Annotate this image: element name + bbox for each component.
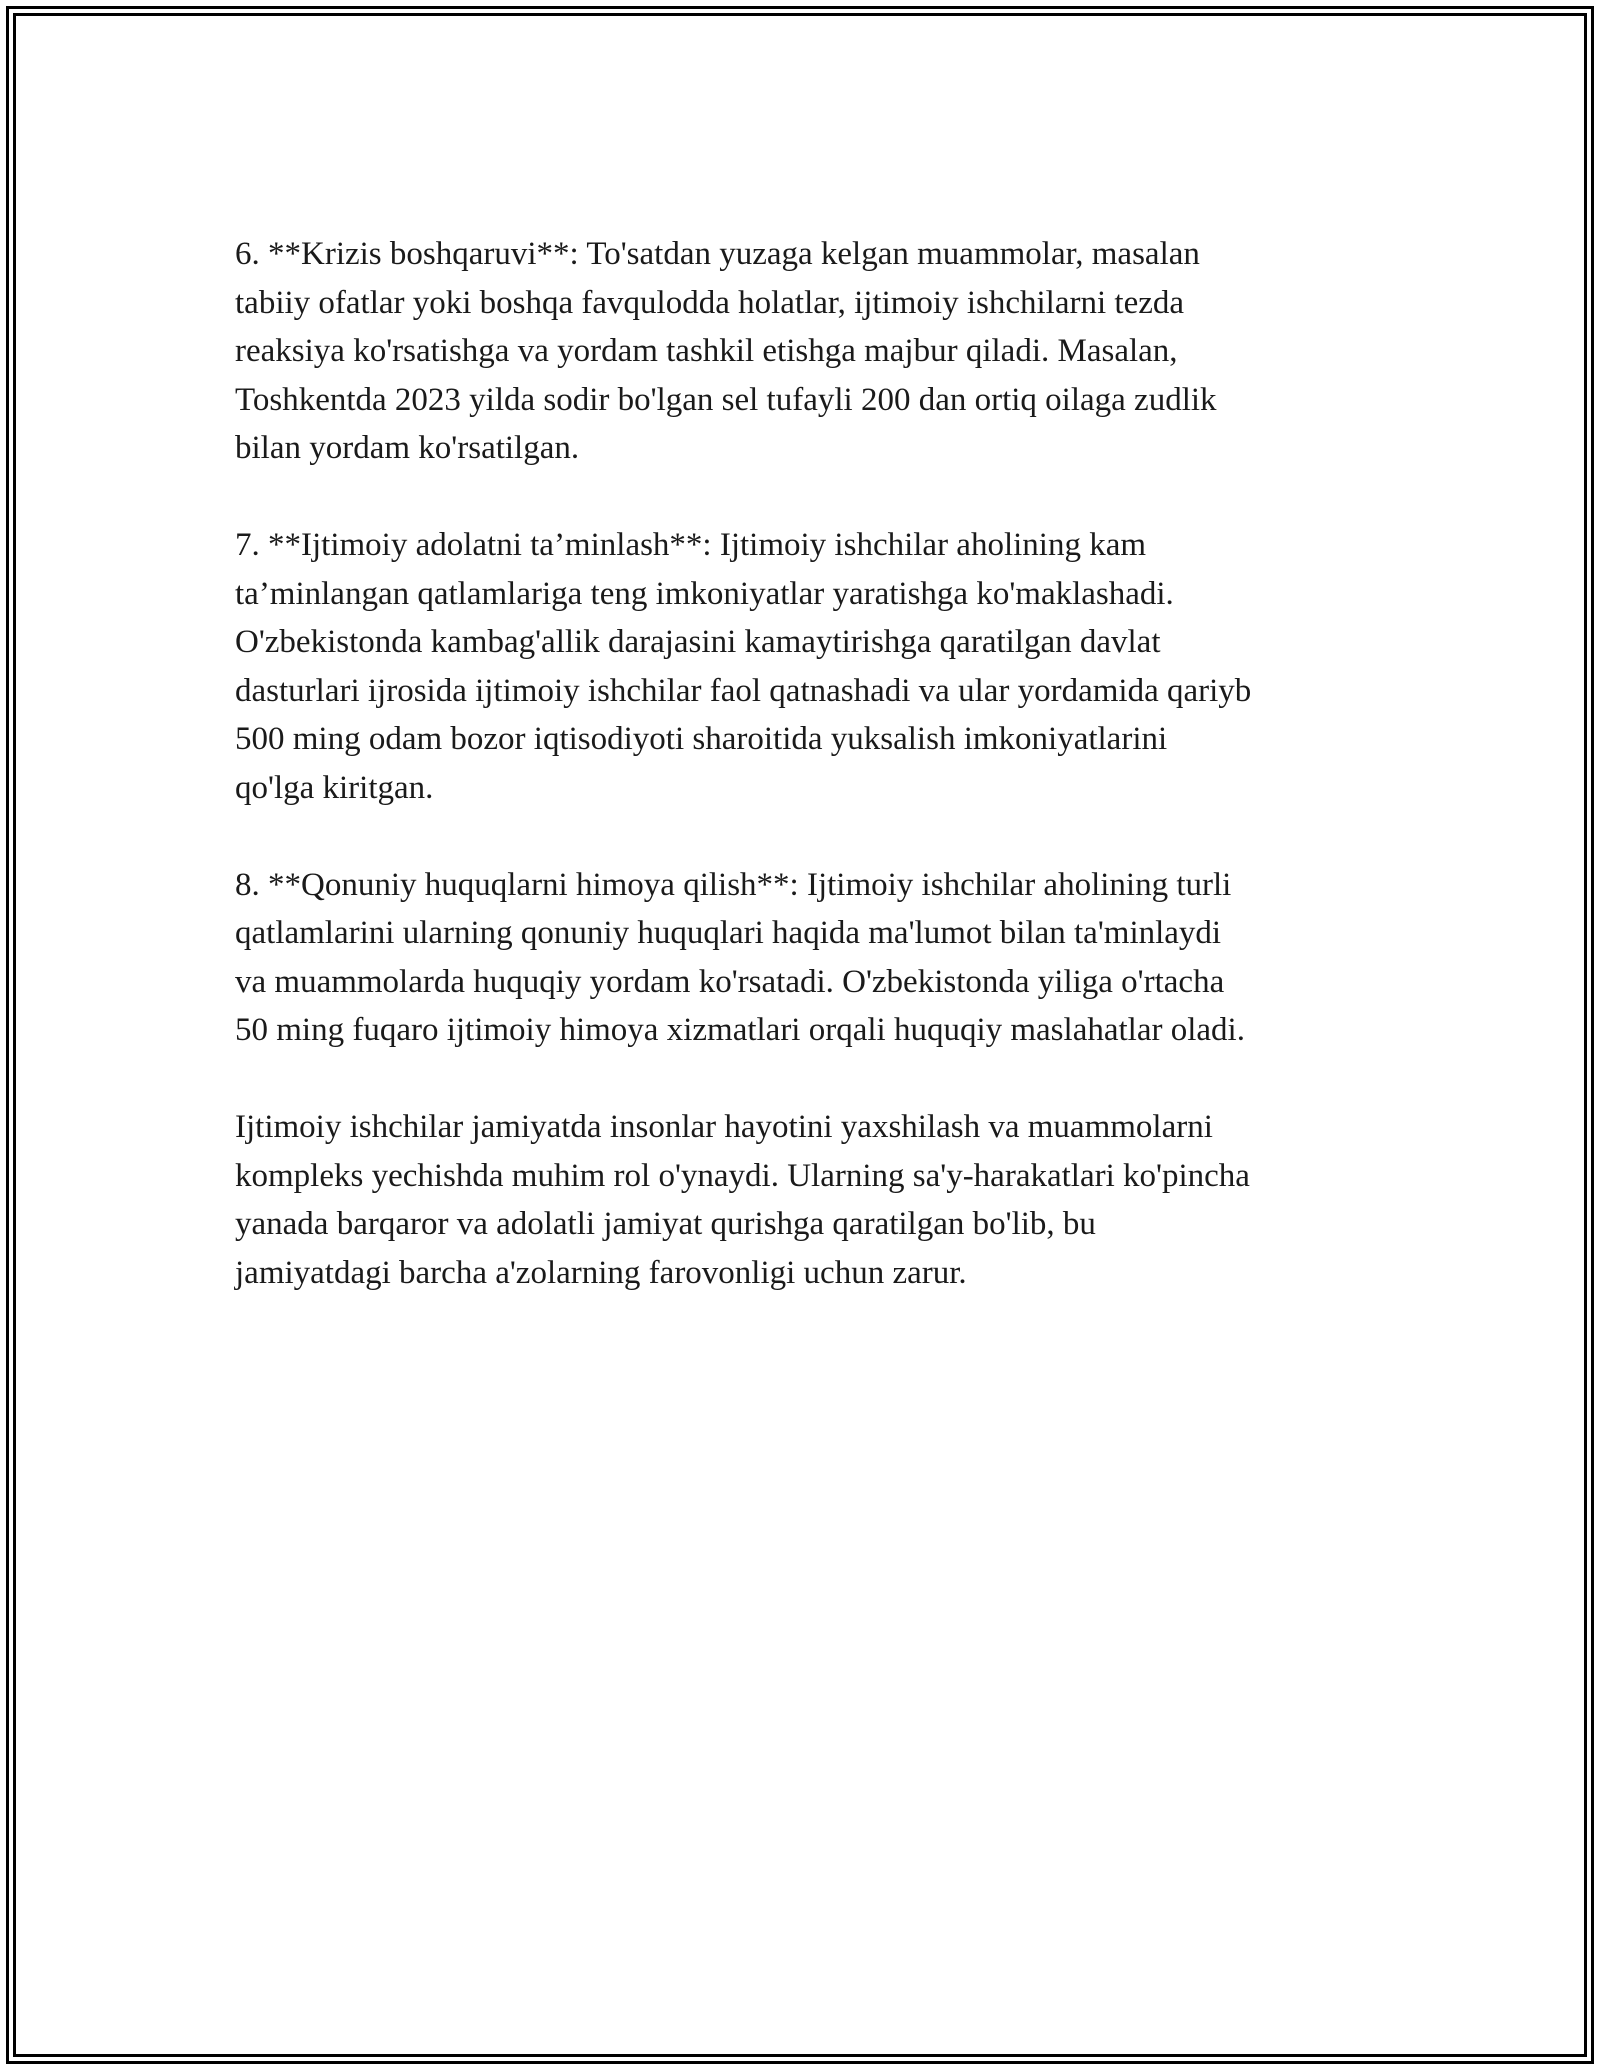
text-line: Toshkentda 2023 yilda sodir bo'lgan sel tufayli 200 dan ortiq oilaga zudlik <box>235 381 1217 418</box>
text-line: 500 ming odam bozor iqtisodiyoti sharoitida yuksalish imkoniyatlarini <box>235 721 1168 757</box>
text-line: tabiiy ofatlar yoki boshqa favqulodda holatlar, ijtimoiy ishchilarni tezda <box>235 284 1185 321</box>
paragraph-legal-rights <box>235 861 1385 1055</box>
text-line: qo'lga kiritgan. <box>235 769 434 806</box>
text-line: dasturlari ijrosida ijtimoiy ishchilar faol qatnashadi va ular yordamida qariyb <box>235 672 1252 709</box>
text-line: 7. **Ijtimoiy adolatni ta’minlash**: Ijtimoiy ishchilar aholining kam <box>235 527 1147 563</box>
paragraph-conclusion <box>235 1103 1385 1297</box>
text-line: qatlamlarini ularning qonuniy huquqlari haqida ma'lumot bilan ta'minlaydi <box>235 915 1222 951</box>
paragraph-social-justice <box>235 521 1385 812</box>
text-line: O'zbekistonda kambag'allik darajasini kamaytirishga qaratilgan davlat <box>235 624 1161 660</box>
text-line: reaksiya ko'rsatishga va yordam tashkil etishga majbur qiladi. Masalan, <box>235 333 1178 369</box>
text-line: 6. **Krizis boshqaruvi**: To'satdan yuzaga kelgan muammolar, masalan <box>235 236 1200 272</box>
text-line: kompleks yechishda muhim rol o'ynaydi. Ularning sa'y-harakatlari ko'pincha <box>235 1157 1250 1194</box>
paragraph-crisis-management <box>235 230 1385 473</box>
text-line: ta’minlangan qatlamlariga teng imkoniyatlar yaratishga ko'maklashadi. <box>235 575 1174 612</box>
text-line: 50 ming fuqaro ijtimoiy himoya xizmatlari orqali huquqiy maslahatlar oladi. <box>235 1012 1245 1048</box>
text-line: 8. **Qonuniy huquqlarni himoya qilish**: Ijtimoiy ishchilar aholining turli <box>235 866 1232 903</box>
text-line: Ijtimoiy ishchilar jamiyatda insonlar hayotini yaxshilash va muammolarni <box>235 1109 1213 1145</box>
text-line: bilan yordam ko'rsatilgan. <box>235 430 580 466</box>
text-line: yanada barqaror va adolatli jamiyat qurishga qaratilgan bo'lib, bu <box>235 1206 1096 1242</box>
text-line: jamiyatdagi barcha a'zolarning farovonligi uchun zarur. <box>235 1254 967 1291</box>
document-body <box>235 230 1385 1346</box>
text-line: va muammolarda huquqiy yordam ko'rsatadi. O'zbekistonda yiliga o'rtacha <box>235 963 1225 1000</box>
